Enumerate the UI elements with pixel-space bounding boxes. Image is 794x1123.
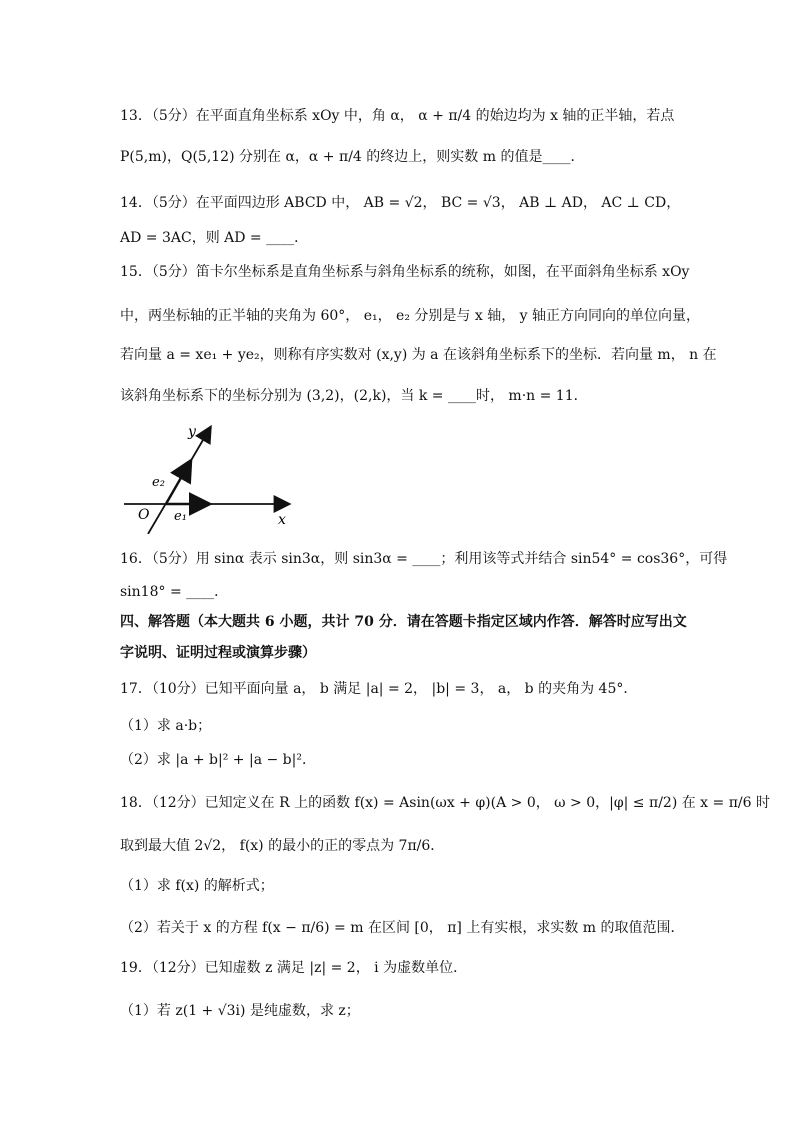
- q18-line-1: 18．（12分）已知定义在 R 上的函数 f(x) = Asin(ωx + φ)(A > 0， ω > 0，|φ| ≤ π/2) 在 x = π/6 时: [120, 795, 770, 811]
- q14-line-1: 14．（5分）在平面四边形 ABCD 中， AB = √2， BC = √3， AB ⊥ AD， AC ⊥ CD，: [120, 195, 681, 211]
- q19-part-1: （1）若 z(1 + √3i) 是纯虚数，求 z；: [120, 1003, 360, 1019]
- q15-line-2: 中，两坐标轴的正半轴的夹角为 60°， e₁， e₂ 分别是与 x 轴， y 轴正方向同向的单位向量，: [120, 308, 701, 324]
- q17-part-2: （2）求 |a + b|² + |a − b|²．: [120, 752, 316, 768]
- q18-part-2: （2）若关于 x 的方程 f(x − π/6) = m 在区间 [0， π] 上有实根，求实数 m 的取值范围．: [120, 920, 685, 936]
- q15-line-3: 若向量 a = xe₁ + ye₂，则称有序实数对 (x,y) 为 a 在该斜角坐标系下的坐标．若向量 m， n 在: [120, 347, 717, 363]
- e2-label: e₂: [152, 475, 165, 490]
- q17-line: 17．（10分）已知平面向量 a， b 满足 |a| = 2， |b| = 3， a， b 的夹角为 45°．: [120, 681, 638, 697]
- q13-line-2: P(5,m)，Q(5,12) 分别在 α，α + π/4 的终边上，则实数 m 的值是____．: [120, 149, 585, 165]
- x-axis-label: x: [278, 512, 286, 528]
- q19-line: 19．（12分）已知虚数 z 满足 |z| = 2， i 为虚数单位．: [120, 960, 468, 976]
- q16-line-1: 16．（5分）用 sinα 表示 sin3α，则 sin3α = ____；利用该等式并结合 sin54° = cos36°，可得: [120, 551, 728, 567]
- e1-label: e₁: [174, 509, 187, 524]
- section-4-heading-1: 四、解答题（本大题共 6 小题，共计 70 分．请在答题卡指定区域内作答．解答时应写出文: [120, 614, 687, 630]
- q14-line-2: AD = 3AC，则 AD = ____．: [120, 230, 309, 246]
- q18-line-2: 取到最大值 2√2， f(x) 的最小的正的零点为 7π/6．: [120, 838, 445, 854]
- y-axis-label: y: [188, 424, 196, 440]
- e2-vector: [166, 462, 190, 504]
- q13-line-1: 13．（5分）在平面直角坐标系 xOy 中，角 α， α + π/4 的始边均为 x 轴的正半轴，若点: [120, 108, 675, 124]
- q16-line-2: sin18° = ____．: [120, 584, 229, 600]
- q15-line-1: 15．（5分）笛卡尔坐标系是直角坐标系与斜角坐标系的统称，如图，在平面斜角坐标系 xOy: [120, 264, 690, 280]
- q18-part-1: （1）求 f(x) 的解析式；: [120, 878, 274, 894]
- oblique-axes-diagram: [120, 422, 300, 534]
- origin-label: O: [138, 507, 150, 523]
- q15-line-4: 该斜角坐标系下的坐标分别为 (3,2)，(2,k)，当 k = ____时， m·n = 11．: [120, 388, 588, 404]
- q17-part-1: （1）求 a·b；: [120, 718, 212, 734]
- section-4-heading-2: 字说明、证明过程或演算步骤）: [120, 645, 316, 661]
